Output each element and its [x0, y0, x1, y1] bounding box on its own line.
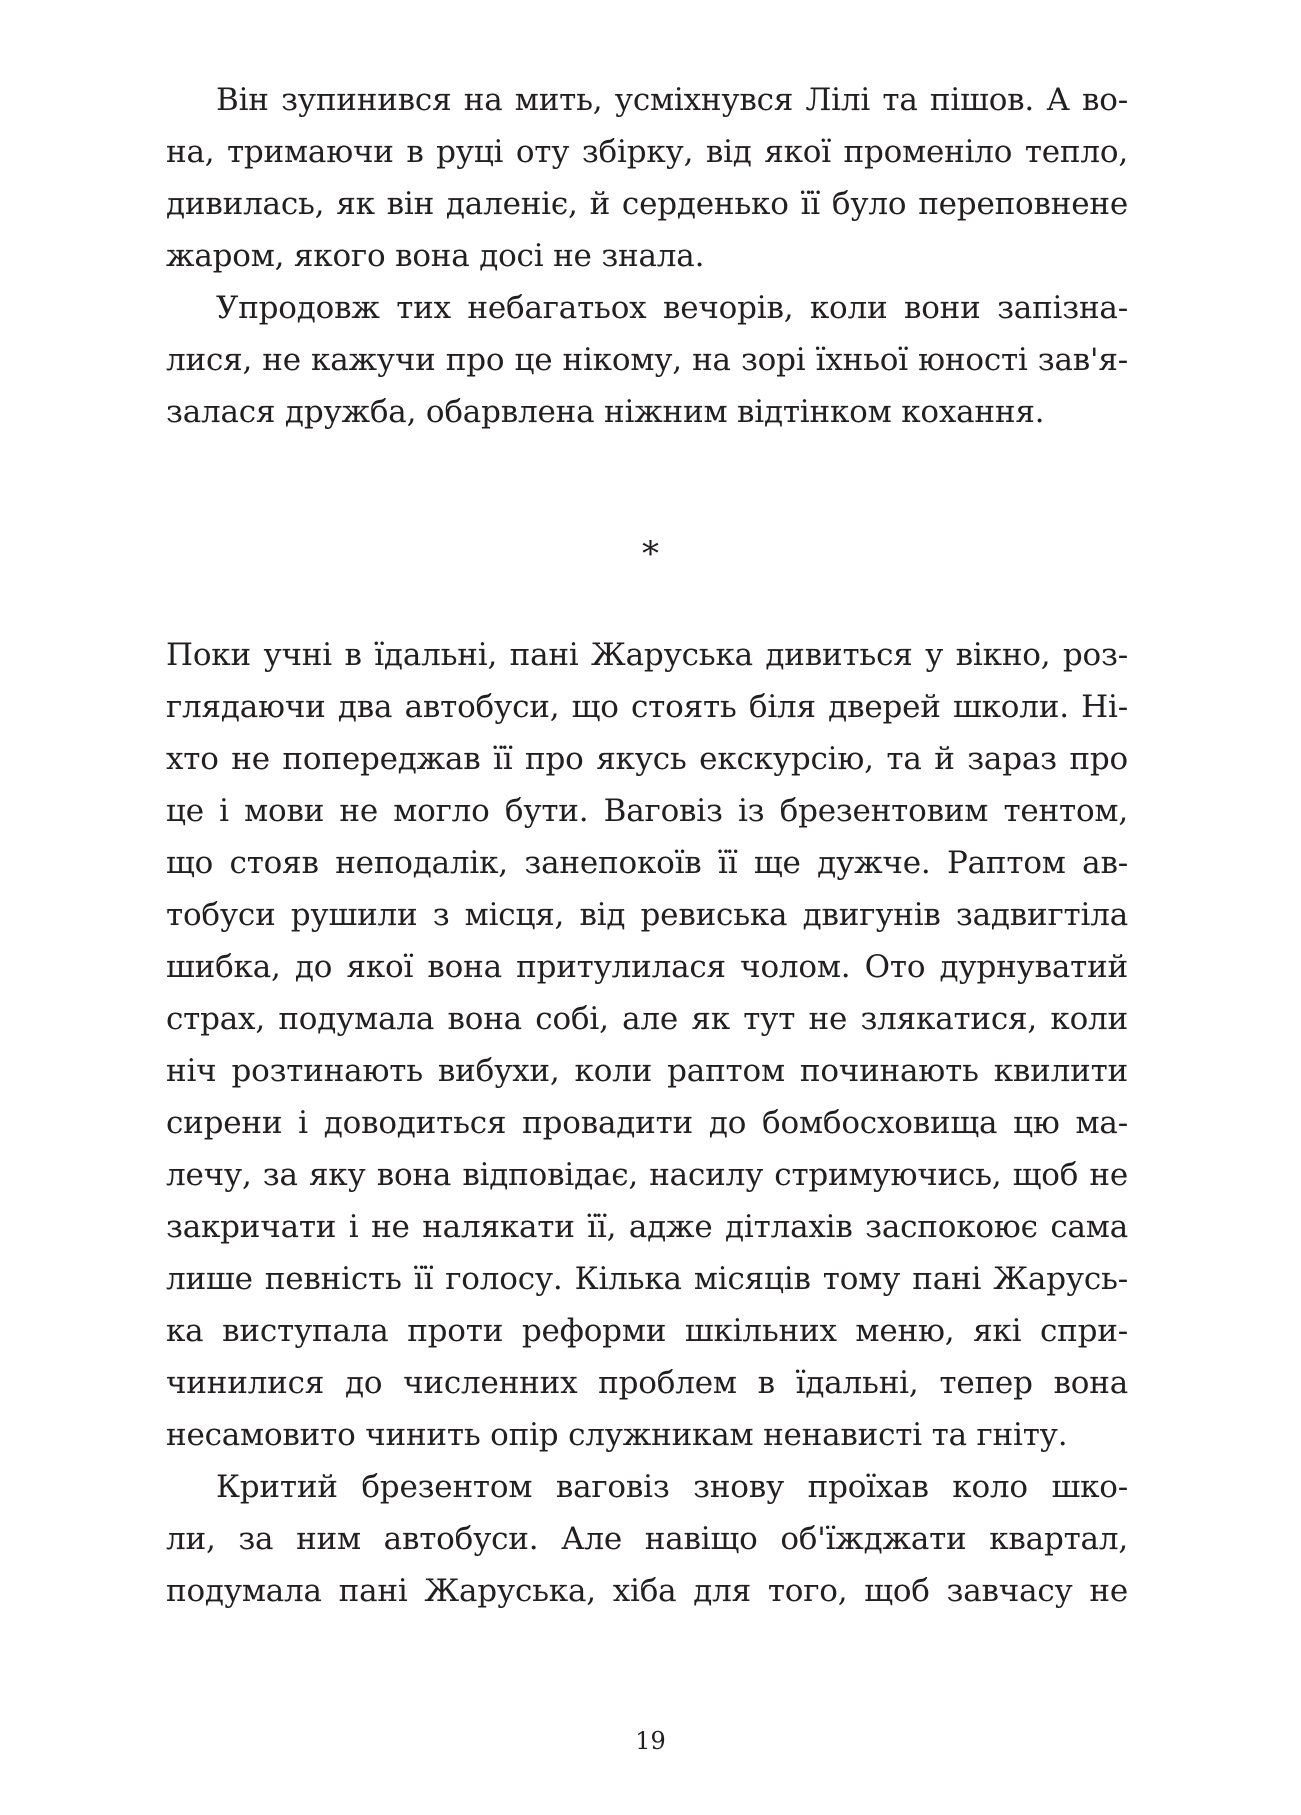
text-line: ніч розтинають вибухи, коли раптом починають квилити: [166, 1053, 1128, 1089]
text-line: Поки учні в їдальні, пані Жаруська дивиться у вікно, роз-: [166, 637, 1128, 673]
section-1-text: [166, 74, 1128, 438]
text-line: Упродовж тих небагатьох вечорів, коли вони запізна-: [216, 290, 1128, 326]
text-line: чинилися до численних проблем в їдальні, тепер вона: [166, 1365, 1128, 1401]
text-line: лише певність її голосу. Кілька місяців тому пані Жарусь-: [166, 1261, 1128, 1297]
text-line: лечу, за яку вона відповідає, насилу стримуючись, щоб не: [166, 1157, 1128, 1193]
text-line: це і мови не могло бути. Ваговіз із брезентовим тентом,: [166, 793, 1128, 829]
text-line: залася дружба, обарвлена ніжним відтінком кохання.: [166, 394, 1045, 430]
section-separator: *: [642, 534, 659, 574]
text-line: тобуси рушили з місця, від ревиська двигунів задвигтіла: [166, 897, 1128, 933]
text-line: закричати і не налякати її, адже дітлахів заспокоює сама: [166, 1209, 1128, 1245]
text-line: лися, не кажучи про це нікому, на зорі їхньої юності зав'я-: [166, 342, 1128, 378]
text-line: дивилась, як він даленіє, й серденько її було переповнене: [166, 186, 1128, 222]
text-line: глядаючи два автобуси, що стоять біля дверей школи. Ні-: [166, 689, 1128, 725]
text-line: несамовито чинить опір служникам ненависті та гніту.: [166, 1417, 1068, 1453]
text-line: жаром, якого вона досі не знала.: [166, 238, 705, 274]
text-line: ка виступала проти реформи шкільних меню, які спри-: [166, 1313, 1128, 1349]
text-line: Він зупинився на мить, усміхнувся Лілі та пішов. А во-: [216, 82, 1128, 118]
text-line: на, тримаючи в руці оту збірку, від якої променіло тепло,: [166, 134, 1128, 170]
text-line: що стояв неподалік, занепокоїв її ще дужче. Раптом ав-: [166, 845, 1128, 881]
section-2-text: [166, 629, 1128, 1617]
text-line: хто не попереджав її про якусь екскурсію, та й зараз про: [166, 741, 1128, 777]
page-number: 19: [635, 1727, 666, 1755]
text-line: подумала пані Жаруська, хіба для того, щоб завчасу не: [166, 1573, 1128, 1609]
text-line: шибка, до якої вона притулилася чолом. Ото дурнуватий: [166, 949, 1128, 985]
text-line: страх, подумала вона собі, але як тут не злякатися, коли: [166, 1001, 1128, 1037]
text-line: сирени і доводиться провадити до бомбосховища цю ма-: [166, 1105, 1128, 1141]
text-line: Критий брезентом ваговіз знову проїхав коло шко-: [216, 1469, 1128, 1505]
text-line: ли, за ним автобуси. Але навіщо об'їжджати квартал,: [166, 1521, 1128, 1557]
